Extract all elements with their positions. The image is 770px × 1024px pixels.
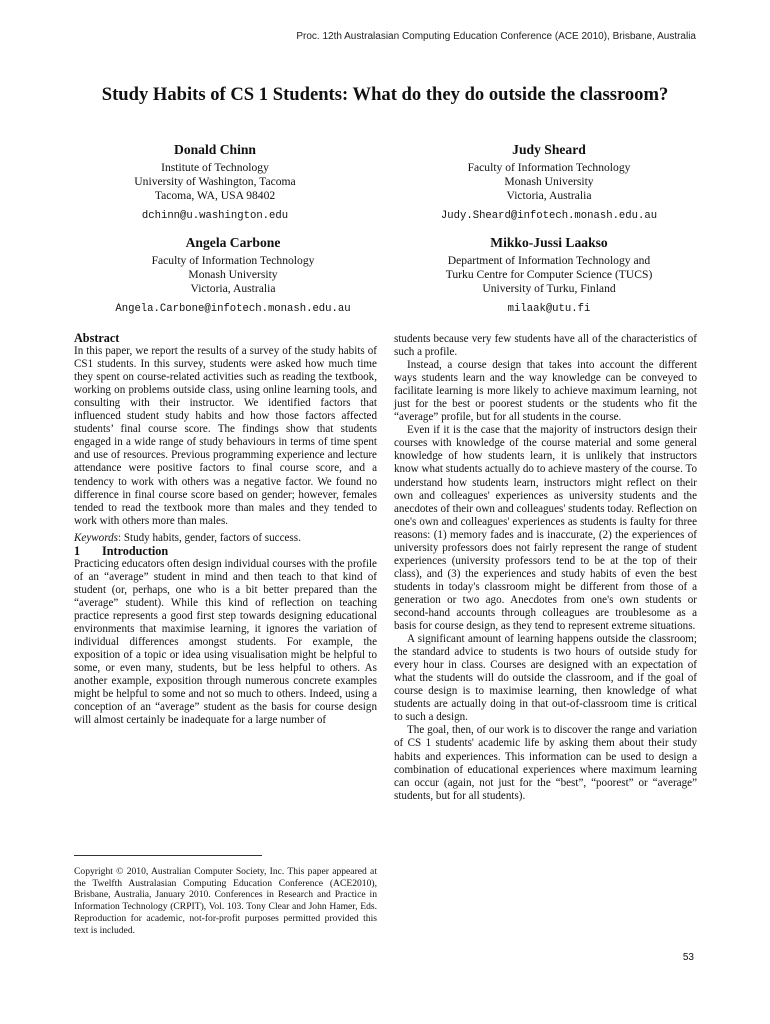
- author-affiliation-line: Tacoma, WA, USA 98402: [154, 189, 276, 202]
- author-block-1: [50, 142, 380, 223]
- footnote-divider: [74, 855, 262, 856]
- author-name: Mikko-Jussi Laakso: [490, 235, 608, 250]
- left-column: [74, 332, 377, 727]
- author-affiliation-line: Faculty of Information Technology: [151, 254, 315, 267]
- author-block-4: [384, 235, 714, 316]
- intro-heading: [74, 545, 377, 558]
- author-name: Angela Carbone: [185, 235, 281, 250]
- section-number: 1: [74, 543, 81, 558]
- paper-title: Study Habits of CS 1 Students: What do they do outside the classroom?: [101, 84, 669, 105]
- author-email: milaak@utu.fi: [507, 303, 591, 315]
- body-paragraph: Even if it is the case that the majority of instructors design their courses with knowledge of the course material and some general knowledge of how students learn, it is unlikely that instructors know what students actually do to achieve mastery of the course. To understand how students learn, instructors might reflect on their own and colleagues' experiences as university students and the anecdotes of their own and colleagues' students today. Reflection on one's own and colleagues' experiences as students is faulty for three reasons: (1) memory fades and is inaccurate, (2) the experiences of university professors does not fairly represent the range of student experiences (university professors tend to be at the top of their class), and (3) the experiences and study habits of even the best students in today's classroom might be different from those of a generation or two ago. Anecdotes from one's own students or second-hand accounts through colleagues are troublesome as a basis for course design, as they tend to represent extreme situations.: [394, 424, 697, 633]
- author-affiliation-line: Victoria, Australia: [506, 189, 592, 202]
- author-name: Donald Chinn: [174, 142, 256, 157]
- running-head: Proc. 12th Australasian Computing Education Conference (ACE 2010), Brisbane, Australia: [296, 31, 696, 42]
- abstract-heading: Abstract: [74, 331, 120, 345]
- page-number: 53: [682, 952, 694, 963]
- author-affiliation-line: Turku Centre for Computer Science (TUCS): [445, 268, 653, 281]
- body-paragraph: students because very few students have all of the characteristics of such a profile.: [394, 333, 697, 359]
- author-affiliation-line: University of Turku, Finland: [482, 282, 616, 295]
- keywords-text: : Study habits, gender, factors of success.: [117, 531, 301, 544]
- copyright-text: Copyright © 2010, Australian Computer Society, Inc. This paper appeared at the Twelfth Australasian Computing Education Conference (ACE2010), Brisbane, Australia, January 2010. Conferences in Research and Practice in Information Technology (CRPIT), Vol. 103. Tony Clear and John Hamer, Eds. Reproduction for academic, not-for-profit purposes permitted provided this text is included.: [74, 866, 377, 936]
- body-paragraph: The goal, then, of our work is to discover the range and variation of CS 1 students' academic life by asking them about their study habits and experiences. This information can be used to design a combination of educational experiences where maximum learning can occur (again, not just for the “best”, “poorest” or “average” students, but for all students).: [394, 724, 697, 802]
- body-paragraph: Instead, a course design that takes into account the different ways students learn and the way knowledge can be conveyed to facilitate learning is more likely to achieve maximum learning, not just for the best or poorest students or the students who fit the “average” profile, but for all students in the course.: [394, 359, 697, 424]
- author-affiliation-line: Victoria, Australia: [190, 282, 276, 295]
- author-block-2: [384, 142, 714, 223]
- intro-paragraph: Practicing educators often design individual courses with the profile of an “average” student in mind and then teach to that kind of student (or, perhaps, one who is a bit better prepared than the “average” student). While this kind of reflection on teaching practice represents a good first step towards designing educational environments that maximise learning, it ignores the variation of individual differences amongst students. For example, the exposition of a topic or idea using visualisation might be helpful to some, or even many, students, but be less helpful to others. As another example, exposition through numerous concrete examples might be helpful to some and not so much to others. Indeed, using a conception of an “average” student as the basis for course design will almost certainly be inadequate for a large number of: [74, 557, 377, 727]
- author-affiliation-line: University of Washington, Tacoma: [134, 175, 296, 188]
- right-column: [394, 333, 697, 803]
- author-affiliation-line: Department of Information Technology and: [447, 254, 651, 267]
- author-affiliation-line: Institute of Technology: [161, 161, 269, 174]
- author-email: Angela.Carbone@infotech.monash.edu.au: [115, 303, 351, 315]
- author-name: Judy Sheard: [512, 142, 586, 157]
- keywords-label: Keywords: [74, 531, 118, 544]
- author-email: Judy.Sheard@infotech.monash.edu.au: [440, 210, 658, 222]
- author-block-3: [68, 235, 398, 316]
- author-affiliation-line: Monash University: [188, 268, 278, 281]
- body-paragraph: A significant amount of learning happens outside the classroom; the standard advice to students is two hours of outside study for every hour in class. Courses are designed with an expectation of what the students will do outside the classroom, and if the goal of course design is to maximise learning, then knowledge of what students are actually doing in that out-of-classroom time is critical to such a design.: [394, 633, 697, 724]
- section-title: Introduction: [102, 543, 169, 558]
- author-affiliation-line: Faculty of Information Technology: [467, 161, 631, 174]
- author-affiliation-line: Monash University: [504, 175, 594, 188]
- copyright-footnote: [74, 866, 377, 936]
- author-email: dchinn@u.washington.edu: [141, 210, 289, 222]
- abstract-text: In this paper, we report the results of a survey of the study habits of CS1 students. In this survey, students were asked how much time they spent on course-related activities such as reading the textbook, working on problems outside class, using online learning tools, and consulting with their instructor. We identified factors that influenced student study habits and how those factors affected students’ final course score. The findings show that students engaged in a wide range of study behaviours in terms of time spent and use of resources. Previous programming experience and lecture attendance were positive factors to final course score, and a tendency to work with others was a negative factor. We found no difference in final course score based on gender; however, females tended to read the textbook more than males and they tended to work with others more than males.: [74, 345, 377, 527]
